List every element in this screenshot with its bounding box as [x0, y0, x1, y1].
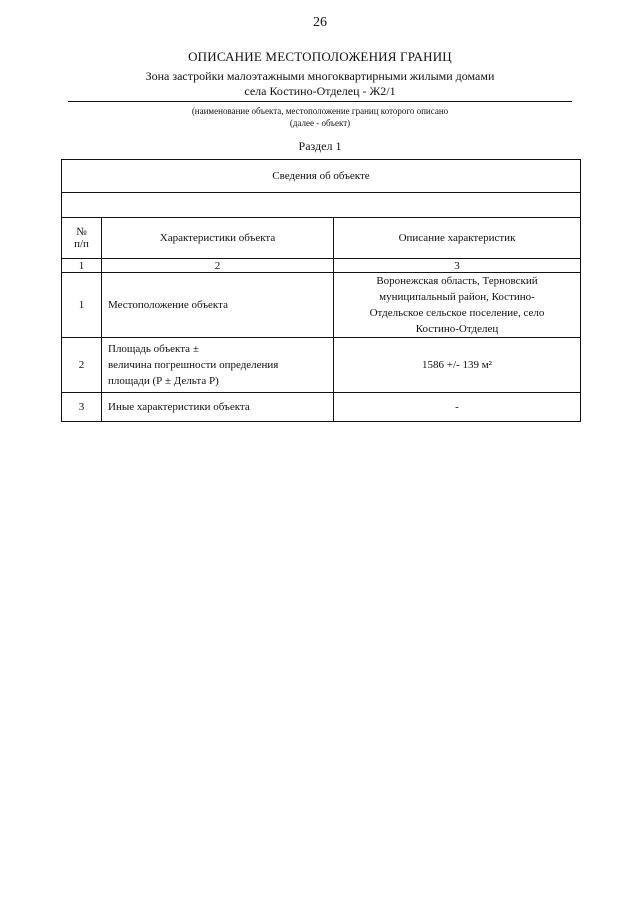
header-num [62, 218, 102, 259]
row-2-characteristic-line: площади (Р ± Дельта Р) [108, 375, 219, 387]
table-row [62, 273, 581, 338]
header-num-abbr: п/п [74, 238, 89, 250]
row-1-description-line: муниципальный район, Костино- [379, 291, 535, 303]
table-title-row [62, 160, 581, 193]
row-2-num: 2 [62, 338, 102, 393]
row-1-description [334, 273, 581, 338]
row-3-characteristic: Иные характеристики объекта [102, 393, 334, 422]
caption-line-2: (далее - объект) [289, 118, 351, 128]
row-2-characteristic-line: Площадь объекта ± [108, 343, 199, 355]
object-name-caption [60, 105, 580, 129]
object-name-line-2: села Костино-Отделец - Ж2/1 [244, 84, 396, 98]
row-1-characteristic: Местоположение объекта [102, 273, 334, 338]
column-number-2: 2 [102, 259, 334, 273]
row-2-description: 1586 +/- 139 м² [334, 338, 581, 393]
row-1-description-line: Воронежская область, Терновский [376, 275, 538, 287]
object-name [60, 69, 580, 99]
caption-line-1: (наименование объекта, местоположение границ которого описано [191, 106, 449, 116]
object-name-underline [68, 101, 572, 102]
row-3-description: - [334, 393, 581, 422]
table-row [62, 393, 581, 422]
row-2-characteristic-line: величина погрешности определения [108, 359, 279, 371]
header-num-symbol: № [76, 226, 87, 238]
row-1-num: 1 [62, 273, 102, 338]
column-number-1: 1 [62, 259, 102, 273]
header-description: Описание характеристик [334, 218, 581, 259]
column-number-3: 3 [334, 259, 581, 273]
row-3-num: 3 [62, 393, 102, 422]
empty-cell [62, 193, 581, 218]
row-1-description-line: Отдельское сельское поселение, село [369, 307, 545, 319]
object-info-table [61, 159, 581, 422]
row-1-description-line: Костино-Отделец [415, 323, 499, 335]
table-row [62, 338, 581, 393]
column-numbers-row [62, 259, 581, 273]
table-empty-row [62, 193, 581, 218]
section-title: Раздел 1 [298, 139, 342, 153]
header-characteristics: Характеристики объекта [102, 218, 334, 259]
page-number: 26 [313, 15, 327, 30]
table-title: Сведения об объекте [62, 160, 581, 193]
table-header-row [62, 218, 581, 259]
row-2-characteristic [102, 338, 334, 393]
object-name-line-1: Зона застройки малоэтажными многоквартирными жилыми домами [145, 69, 495, 83]
document-title: ОПИСАНИЕ МЕСТОПОЛОЖЕНИЯ ГРАНИЦ [188, 49, 452, 64]
